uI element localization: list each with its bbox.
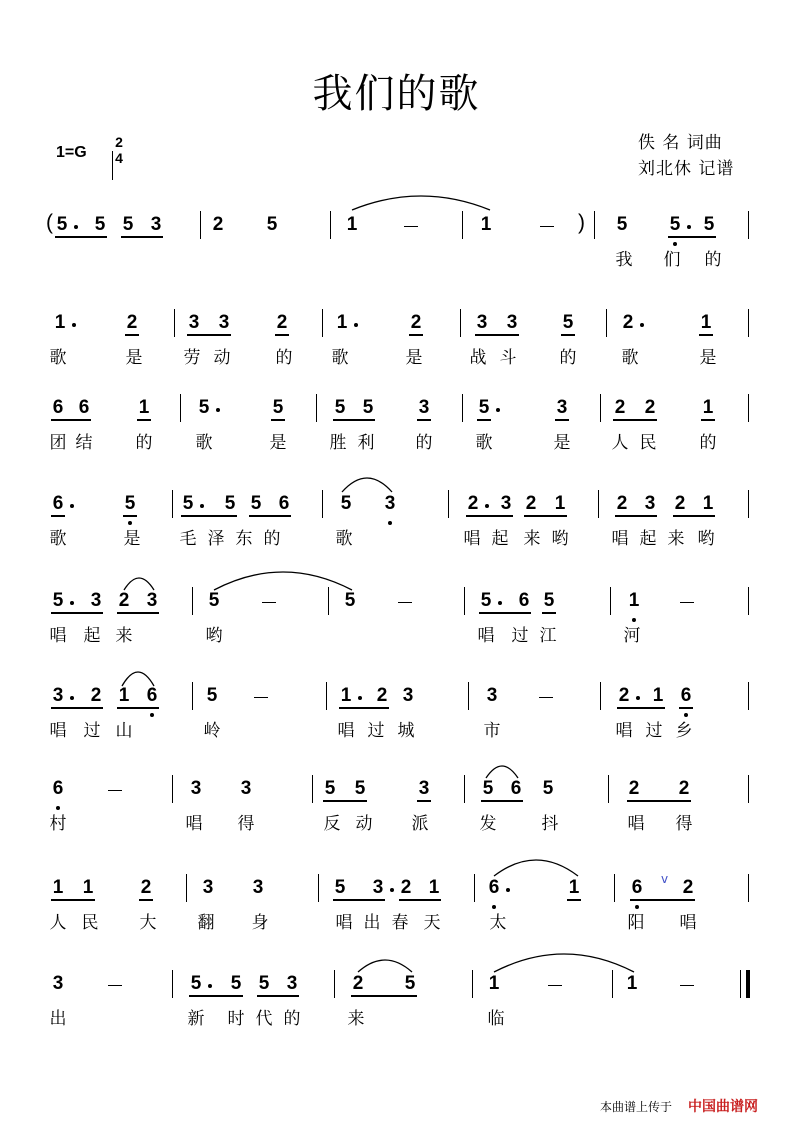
- lyric: 唱: [335, 913, 353, 933]
- note: 6: [146, 685, 158, 706]
- lyric: 得: [237, 814, 255, 834]
- note: 1: [700, 312, 712, 333]
- meter-top: 2: [115, 134, 123, 150]
- note: 3: [90, 590, 102, 611]
- note: 5: [122, 214, 134, 235]
- note: 3: [384, 493, 396, 514]
- lyric: 动: [355, 814, 373, 834]
- note: 1: [336, 312, 348, 333]
- note: 2: [276, 312, 288, 333]
- lyric: 江: [539, 626, 557, 646]
- lyric: 歌: [331, 348, 349, 368]
- note: 3: [150, 214, 162, 235]
- slur: [358, 960, 412, 972]
- lyric: 唱: [49, 721, 67, 741]
- note: 6: [52, 493, 64, 514]
- lyric: 的: [699, 433, 717, 453]
- lyric: 过: [83, 721, 101, 741]
- note: 2: [400, 877, 412, 898]
- lyric: 动: [213, 348, 231, 368]
- note: 1: [554, 493, 566, 514]
- note: 5: [616, 214, 628, 235]
- credit-lyrics-music: 佚 名 词曲: [638, 133, 723, 153]
- note: 5: [354, 778, 366, 799]
- note: 3: [52, 973, 64, 994]
- note: 5: [340, 493, 352, 514]
- lyric: 村: [49, 814, 67, 834]
- slur: [352, 196, 490, 210]
- note: 1: [54, 312, 66, 333]
- note: 1: [702, 397, 714, 418]
- note: 3: [190, 778, 202, 799]
- lyric: 泽: [207, 529, 225, 549]
- lyric: 是: [125, 348, 143, 368]
- note: 2: [616, 493, 628, 514]
- note: 5: [208, 590, 220, 611]
- note: 1: [568, 877, 580, 898]
- lyric: 哟: [551, 529, 569, 549]
- note: 3: [500, 493, 512, 514]
- lyric: 唱: [611, 529, 629, 549]
- note: 5: [543, 590, 555, 611]
- intro-paren-close: ): [578, 211, 585, 234]
- lyric: 民: [639, 433, 657, 453]
- lyric: 抖: [541, 814, 559, 834]
- lyric: 哟: [697, 529, 715, 549]
- lyric: 胜: [329, 433, 347, 453]
- note: 3: [402, 685, 414, 706]
- lyric: 得: [675, 814, 693, 834]
- intro-paren-open: (: [46, 211, 53, 234]
- lyric: 团: [49, 433, 67, 453]
- note: 6: [78, 397, 90, 418]
- lyric: 民: [81, 913, 99, 933]
- lyric: 斗: [499, 348, 517, 368]
- note: 1: [702, 493, 714, 514]
- note: 5: [703, 214, 715, 235]
- lyric: 唱: [463, 529, 481, 549]
- lyric: 哟: [205, 626, 223, 646]
- lyric: 发: [479, 814, 497, 834]
- note: 5: [224, 493, 236, 514]
- note: 6: [631, 877, 643, 898]
- lyric: 来: [667, 529, 685, 549]
- lyric: 起: [83, 626, 101, 646]
- note: 5: [334, 877, 346, 898]
- lyric: 起: [491, 529, 509, 549]
- slur: [122, 672, 154, 686]
- lyric: 派: [411, 814, 429, 834]
- lyric: 岭: [203, 721, 221, 741]
- note: 1: [52, 877, 64, 898]
- note: 5: [266, 214, 278, 235]
- note: 5: [56, 214, 68, 235]
- lyric: 太: [489, 913, 507, 933]
- note: 2: [410, 312, 422, 333]
- note: 6: [488, 877, 500, 898]
- lyric: 唱: [615, 721, 633, 741]
- lyric: 大: [139, 913, 157, 933]
- note: 2: [118, 590, 130, 611]
- note: 3: [202, 877, 214, 898]
- note: 6: [278, 493, 290, 514]
- lyric: 来: [347, 1009, 365, 1029]
- note: 5: [272, 397, 284, 418]
- lyric: 的: [135, 433, 153, 453]
- lyric: 唱: [679, 913, 697, 933]
- note: 2: [682, 877, 694, 898]
- note: 5: [362, 397, 374, 418]
- note: 2: [525, 493, 537, 514]
- note: 5: [190, 973, 202, 994]
- lyric: 唱: [337, 721, 355, 741]
- slur: [124, 578, 154, 590]
- note: 1: [340, 685, 352, 706]
- lyric: 歌: [195, 433, 213, 453]
- note: 5: [206, 685, 218, 706]
- slur: [494, 860, 578, 876]
- lyric: 城: [397, 721, 415, 741]
- note: 5: [669, 214, 681, 235]
- lyric: 人: [49, 913, 67, 933]
- lyric: 毛: [179, 529, 197, 549]
- lyric: 市: [483, 721, 501, 741]
- note: 3: [188, 312, 200, 333]
- note: 5: [542, 778, 554, 799]
- note: 2: [614, 397, 626, 418]
- lyric: 利: [357, 433, 375, 453]
- lyric: 的: [263, 529, 281, 549]
- slur: [486, 766, 518, 778]
- lyric: 的: [559, 348, 577, 368]
- lyric: 歌: [475, 433, 493, 453]
- note: 5: [324, 778, 336, 799]
- lyric: 我: [615, 250, 633, 270]
- note: 3: [556, 397, 568, 418]
- note: 2: [644, 397, 656, 418]
- lyric: 们: [663, 250, 681, 270]
- note: 5: [230, 973, 242, 994]
- note: 3: [418, 778, 430, 799]
- note: 5: [404, 973, 416, 994]
- note: 1: [652, 685, 664, 706]
- note: 5: [250, 493, 262, 514]
- note: 1: [628, 590, 640, 611]
- note: 5: [480, 590, 492, 611]
- note: 3: [506, 312, 518, 333]
- note: 5: [344, 590, 356, 611]
- lyric: 出: [363, 913, 381, 933]
- lyric: 的: [415, 433, 433, 453]
- lyric: 结: [75, 433, 93, 453]
- note: 1: [488, 973, 500, 994]
- note: 2: [467, 493, 479, 514]
- note: 5: [478, 397, 490, 418]
- meter-bottom: 4: [115, 150, 123, 166]
- lyric: 代: [255, 1009, 273, 1029]
- note: 2: [212, 214, 224, 235]
- lyric: 唱: [627, 814, 645, 834]
- lyric: 歌: [335, 529, 353, 549]
- lyric: 反: [323, 814, 341, 834]
- lyric: 是: [405, 348, 423, 368]
- lyric: 身: [251, 913, 269, 933]
- note: 3: [372, 877, 384, 898]
- lyric: 河: [623, 626, 641, 646]
- note: 1: [428, 877, 440, 898]
- lyric: 过: [645, 721, 663, 741]
- note: 5: [334, 397, 346, 418]
- note: 3: [644, 493, 656, 514]
- lyric: 起: [639, 529, 657, 549]
- note: 3: [418, 397, 430, 418]
- note: 1: [626, 973, 638, 994]
- lyric: 歌: [49, 348, 67, 368]
- note: 6: [510, 778, 522, 799]
- site-logo: 中国曲谱网: [688, 1099, 758, 1115]
- lyric: 时: [227, 1009, 245, 1029]
- note: 5: [482, 778, 494, 799]
- note: 1: [118, 685, 130, 706]
- lyric: 歌: [621, 348, 639, 368]
- note: 1: [480, 214, 492, 235]
- lyric: 临: [487, 1009, 505, 1029]
- lyric: 人: [611, 433, 629, 453]
- note: 2: [678, 778, 690, 799]
- note: 3: [52, 685, 64, 706]
- note: 2: [126, 312, 138, 333]
- lyric: 是: [123, 529, 141, 549]
- lyric: 歌: [49, 529, 67, 549]
- note: 5: [94, 214, 106, 235]
- lyric: 山: [115, 721, 133, 741]
- note: 1: [82, 877, 94, 898]
- note: 6: [52, 397, 64, 418]
- lyric: 新: [187, 1009, 205, 1029]
- note: 2: [140, 877, 152, 898]
- lyric: 战: [469, 348, 487, 368]
- lyric: 来: [115, 626, 133, 646]
- slur: [214, 572, 352, 590]
- note: 2: [674, 493, 686, 514]
- slur: [494, 954, 634, 972]
- note: 5: [562, 312, 574, 333]
- note: 6: [52, 778, 64, 799]
- note: 5: [182, 493, 194, 514]
- note: 2: [376, 685, 388, 706]
- note: 3: [240, 778, 252, 799]
- note: 2: [352, 973, 364, 994]
- lyric: 过: [367, 721, 385, 741]
- credit-notation: 刘北休 记谱: [638, 159, 735, 179]
- note: 2: [622, 312, 634, 333]
- lyric: 东: [235, 529, 253, 549]
- note: 2: [618, 685, 630, 706]
- lyric: 的: [283, 1009, 301, 1029]
- note: 5: [258, 973, 270, 994]
- score-title: 我们的歌: [312, 71, 481, 117]
- note: 6: [518, 590, 530, 611]
- lyric: 唱: [477, 626, 495, 646]
- lyric: 乡: [675, 721, 693, 741]
- lyric: 出: [49, 1009, 67, 1029]
- note: 1: [138, 397, 150, 418]
- note: 2: [628, 778, 640, 799]
- key-signature: 1=G: [56, 144, 87, 161]
- lyric: 来: [523, 529, 541, 549]
- breath-mark: v: [661, 872, 669, 886]
- note: 6: [680, 685, 692, 706]
- note: 3: [286, 973, 298, 994]
- note: 1: [346, 214, 358, 235]
- note: 3: [218, 312, 230, 333]
- footer-text: 本曲谱上传于: [600, 1100, 673, 1114]
- lyric: 过: [511, 626, 529, 646]
- note: 2: [90, 685, 102, 706]
- lyric: 的: [275, 348, 293, 368]
- lyric: 的: [704, 250, 722, 270]
- lyric: 阳: [627, 913, 645, 933]
- lyric: 天: [423, 913, 441, 933]
- lyric: 唱: [185, 814, 203, 834]
- note: 3: [252, 877, 264, 898]
- lyric: 是: [269, 433, 287, 453]
- note: 5: [124, 493, 136, 514]
- lyric: 翻: [197, 913, 215, 933]
- lyric: 是: [553, 433, 571, 453]
- note: 5: [198, 397, 210, 418]
- lyric: 春: [391, 913, 409, 933]
- note: 3: [476, 312, 488, 333]
- lyric: 是: [699, 348, 717, 368]
- note: 3: [146, 590, 158, 611]
- note: 3: [486, 685, 498, 706]
- lyric: 唱: [49, 626, 67, 646]
- slur: [342, 478, 392, 492]
- note: 5: [52, 590, 64, 611]
- lyric: 劳: [183, 348, 201, 368]
